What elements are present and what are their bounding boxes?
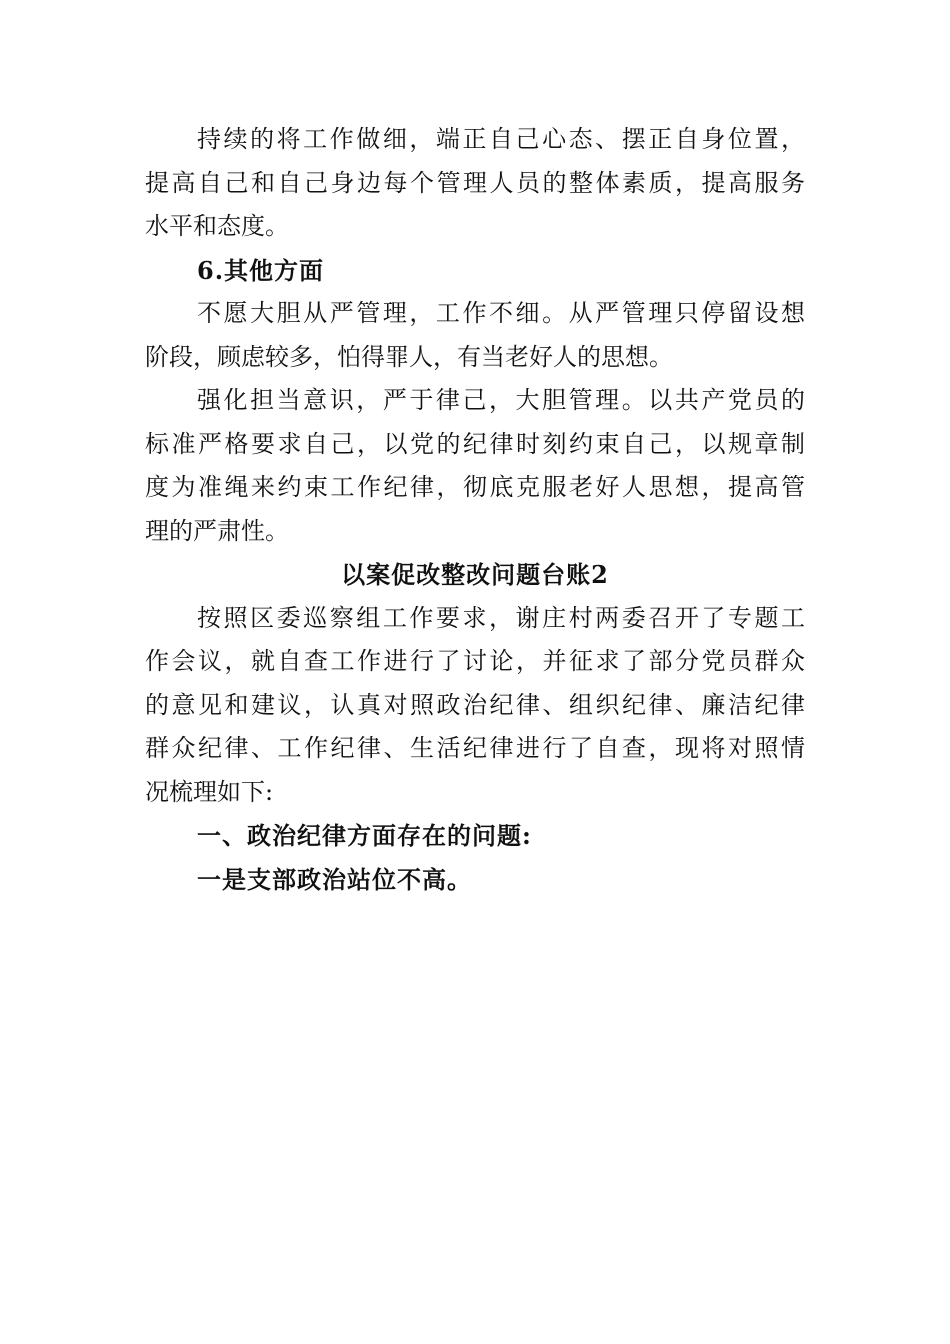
paragraph-line: 况梳理如下: [145,777,274,806]
paragraph-line: 提高自己和自己身边每个管理人员的整体素质，提高服务 [145,168,805,197]
paragraph-line: 持续的将工作做细，端正自己心态、摆正自身位置， [197,125,805,153]
paragraph-line: 的意见和建议，认真对照政治纪律、组织纪律、廉洁纪律 [145,690,805,719]
paragraph-2 [145,292,805,379]
paragraph-1 [145,118,805,249]
paragraph-4 [145,597,805,815]
paragraph-line: 强化担当意识，严于律己，大胆管理。以共产党员的 [197,386,805,414]
section-heading-other: 6.其他方面 [197,255,325,285]
paragraph-line: 群众纪律、工作纪律、生活纪律进行了自查，现将对照情 [145,734,805,762]
paragraph-3 [145,379,805,553]
paragraph-line: 理的严肃性。 [145,516,289,545]
paragraph-line: 水平和态度。 [145,212,289,240]
paragraph-line: 阶段，顾虑较多，怕得罪人，有当老好人的思想。 [145,342,673,371]
subheading-point-1: 一是支部政治站位不高。 [197,864,472,894]
paragraph-line: 标准严格要求自己，以党的纪律时刻约束自己，以规章制 [145,429,805,458]
paragraph-line: 按照区委巡察组工作要求，谢庄村两委召开了专题工 [197,603,805,632]
document-title: 以案促改整改问题台账2 [341,560,609,589]
section-heading-political: 一、政治纪律方面存在的问题: [197,821,532,850]
paragraph-line: 不愿大胆从严管理，工作不细。从严管理只停留设想 [197,299,805,327]
paragraph-line: 作会议，就自查工作进行了讨论，并征求了部分党员群众 [145,647,805,675]
document-body [145,118,805,901]
paragraph-line: 度为准绳来约束工作纪律，彻底克服老好人思想，提高管 [145,473,805,501]
